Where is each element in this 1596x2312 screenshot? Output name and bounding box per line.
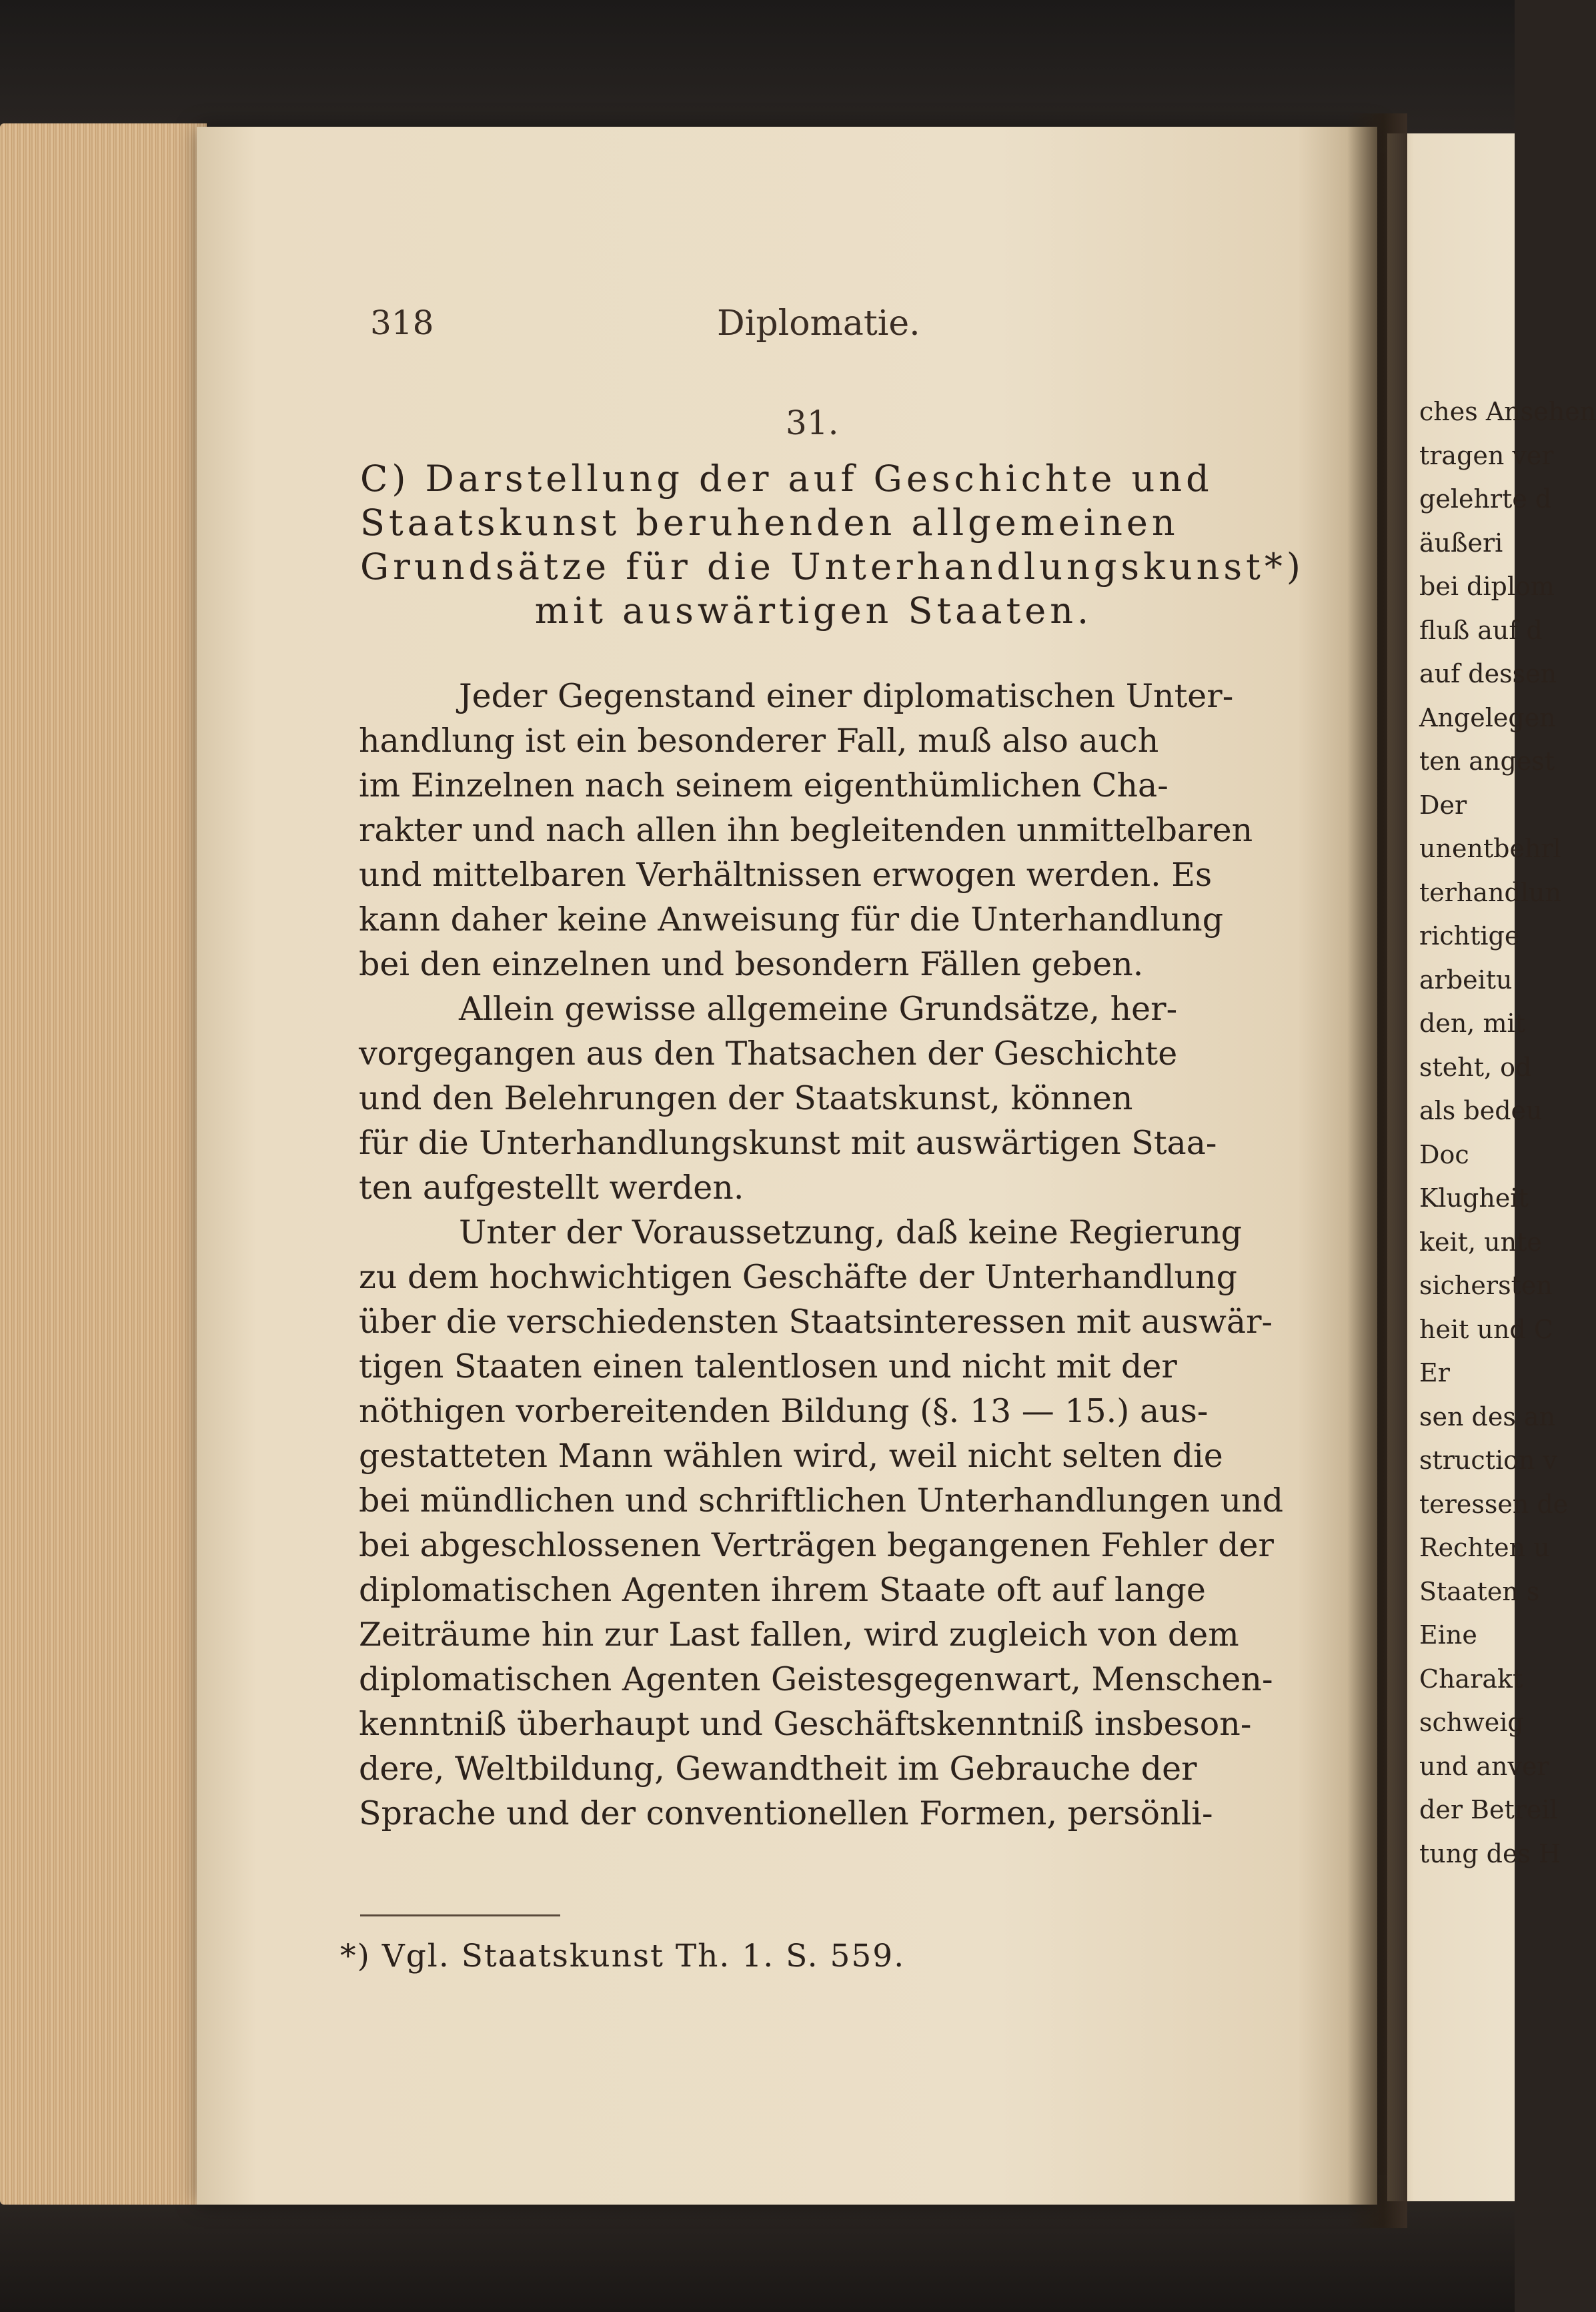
facing-line: den, mit: [1419, 1009, 1525, 1038]
text-line: über die verschiedensten Staatsinteressen mit auswär-: [359, 1303, 1273, 1341]
facing-line: Eine: [1419, 1620, 1477, 1650]
facing-line: tung des H: [1419, 1838, 1561, 1868]
text-line: zu dem hochwichtigen Geschäfte der Unterhandlung: [359, 1258, 1237, 1296]
heading-line: Grundsätze für die Unterhandlungskunst*): [360, 546, 1305, 588]
facing-line: teressen de: [1419, 1489, 1569, 1519]
facing-line: Staaten s: [1419, 1576, 1540, 1606]
facing-line: Klugheit: [1419, 1183, 1529, 1213]
facing-line: sichersten: [1419, 1271, 1553, 1300]
facing-line: gelehrte d: [1419, 484, 1552, 514]
footnote-rule: [360, 1914, 560, 1916]
body-text: [359, 674, 1284, 1836]
text-line: dere, Weltbildung, Gewandtheit im Gebrauche der: [359, 1750, 1197, 1788]
heading-line: Staatskunst beruhenden allgemeinen: [360, 502, 1179, 544]
facing-line: sen des an: [1419, 1401, 1556, 1431]
text-line: Jeder Gegenstand einer diplomatischen Unter-: [459, 677, 1234, 715]
facing-line: bei diplom: [1419, 572, 1555, 601]
text-line: und mittelbaren Verhältnissen erwogen werden. Es: [359, 856, 1213, 894]
facing-line: Er: [1419, 1358, 1450, 1387]
text-line: für die Unterhandlungskunst mit auswärtigen Staa-: [359, 1124, 1217, 1162]
text-line: im Einzelnen nach seinem eigenthümlichen Cha-: [359, 766, 1168, 804]
facing-line: Rechten u: [1419, 1533, 1550, 1562]
text-line: Unter der Voraussetzung, daß keine Regierung: [459, 1213, 1243, 1251]
facing-line: und anver: [1419, 1751, 1549, 1781]
text-line: diplomatischen Agenten ihrem Staate oft auf lange: [359, 1571, 1206, 1609]
facing-line: äußeri: [1419, 528, 1503, 558]
facing-line: Charakt: [1419, 1664, 1523, 1694]
text-line: handlung ist ein besonderer Fall, muß also auch: [359, 722, 1159, 760]
facing-line: Der: [1419, 790, 1467, 820]
text-line: diplomatischen Agenten Geistesgegenwart, Menschen-: [359, 1660, 1273, 1698]
text-line: Zeiträume hin zur Last fallen, wird zugleich von dem: [359, 1616, 1239, 1654]
text-line: ten aufgestellt werden.: [359, 1169, 744, 1207]
facing-line: ten angest: [1419, 746, 1555, 776]
text-line: und den Belehrungen der Staatskunst, können: [359, 1079, 1133, 1117]
facing-line: richtige: [1419, 921, 1520, 951]
facing-line: Doc: [1419, 1139, 1469, 1169]
text-line: gestatteten Mann wählen wird, weil nicht selten die: [359, 1437, 1223, 1475]
text-line: kenntniß überhaupt und Geschäftskenntniß insbeson-: [359, 1705, 1252, 1743]
text-line: bei den einzelnen und besondern Fällen geben.: [359, 945, 1144, 983]
heading-line: C) Darstellung der auf Geschichte und: [360, 458, 1213, 500]
facing-line: als bedeu: [1419, 1096, 1543, 1125]
facing-line: struction v: [1419, 1446, 1558, 1475]
page-number: 318: [370, 304, 434, 342]
text-line: vorgegangen aus den Thatsachen der Geschichte: [359, 1035, 1178, 1073]
text-line: bei abgeschlossenen Verträgen begangenen Fehler der: [359, 1526, 1274, 1564]
facing-line: unentbehrl: [1419, 834, 1561, 863]
text-line: nöthigen vorbereitenden Bildung (§. 13 — 15.) aus-: [359, 1392, 1209, 1430]
section-heading: [360, 457, 1305, 633]
facing-line: keit, unte: [1419, 1227, 1542, 1257]
facing-line: schweig: [1419, 1708, 1524, 1737]
section-number: 31.: [786, 404, 839, 442]
facing-line: der Betreil: [1419, 1795, 1558, 1824]
facing-line: ches Ansehen: [1419, 397, 1596, 426]
facing-page-text: [1419, 390, 1596, 1876]
footnote: *) Vgl. Staatskunst Th. 1. S. 559.: [340, 1938, 906, 1974]
facing-line: terhandlun: [1419, 877, 1561, 907]
facing-line: arbeitu: [1419, 965, 1513, 995]
running-title: Diplomatie.: [717, 304, 920, 344]
text-line: rakter und nach allen ihn begleitenden unmittelbaren: [359, 811, 1253, 849]
text-line: bei mündlichen und schriftlichen Unterhandlungen und: [359, 1482, 1284, 1520]
text-line: kann daher keine Anweisung für die Unterhandlung: [359, 901, 1224, 939]
facing-line: steht, od: [1419, 1052, 1532, 1082]
text-line: Allein gewisse allgemeine Grundsätze, her-: [459, 990, 1178, 1028]
heading-line: mit auswärtigen Staaten.: [534, 590, 1093, 632]
facing-line: Angelegen: [1419, 702, 1556, 732]
facing-line: fluß auf d: [1419, 615, 1543, 645]
page-header: [353, 304, 1281, 350]
facing-line: auf dessen: [1419, 659, 1557, 688]
text-line: Sprache und der conventionellen Formen, persönli-: [359, 1794, 1213, 1832]
facing-line: heit und C: [1419, 1314, 1553, 1344]
facing-line: tragen ver: [1419, 440, 1554, 470]
text-line: tigen Staaten einen talentlosen und nicht mit der: [359, 1347, 1177, 1385]
